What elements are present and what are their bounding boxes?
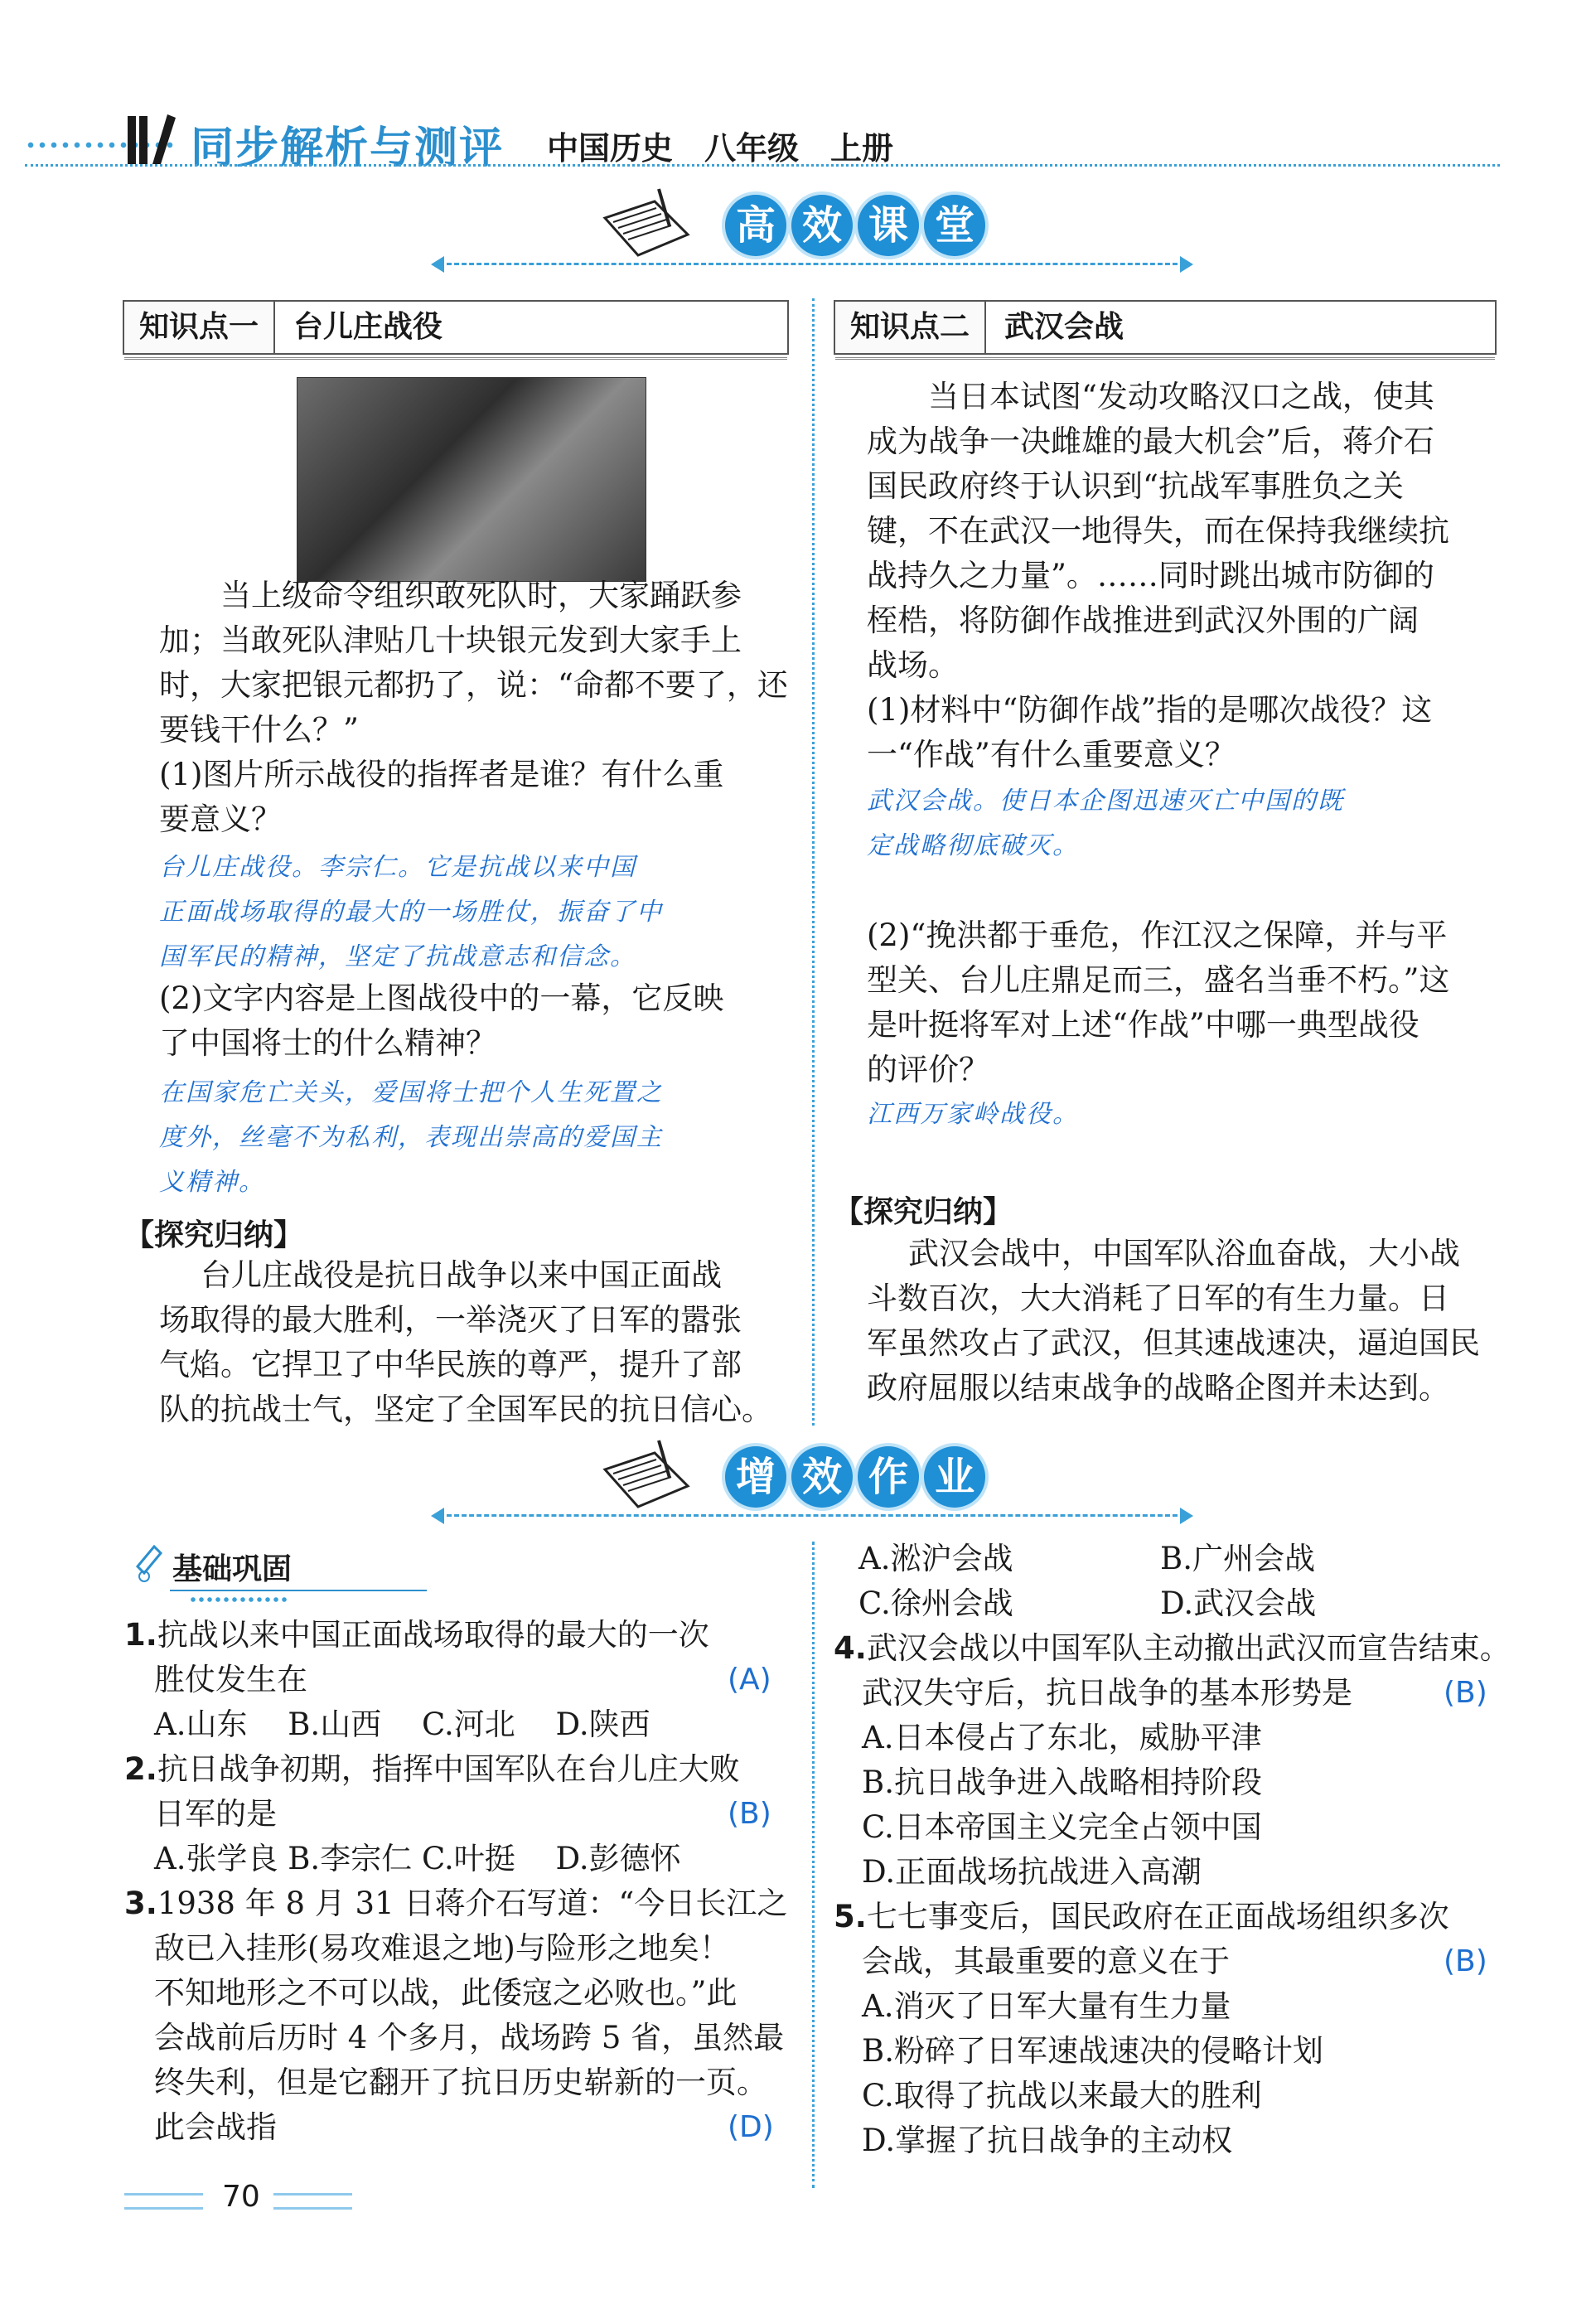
page-number: 70	[222, 2180, 260, 2214]
option-a: A.消灭了日军大量有生力量	[862, 1988, 1231, 2024]
explore-title: 【探究归纳】	[124, 1218, 304, 1252]
answer-2: 在国家危亡关头，爱国将士把个人生死置之 度外，丝毫不为私利，表现出崇高的爱国主 义精神。	[159, 1078, 663, 1197]
page-number-ornament	[124, 2193, 203, 2210]
answer-2: 江西万家岭战役。	[867, 1100, 1079, 1129]
answer-choice: (B)	[1444, 1944, 1487, 1978]
banner-char: 课	[858, 195, 919, 256]
banner-dash	[439, 1514, 1185, 1517]
question-1-line2: 胜仗发生在	[154, 1662, 307, 1697]
answer-1: 台儿庄战役。李宗仁。它是抗战以来中国 正面战场取得的最大的一场胜仗，振奋了中 国军民的精神，坚定了抗战意志和信念。	[159, 853, 663, 971]
banner-char: 作	[858, 1446, 919, 1508]
answer-choice: (B)	[1444, 1676, 1487, 1710]
header-divider	[25, 164, 1500, 167]
question-5: 5.七七事变后，国民政府在正面战场组织多次	[834, 1899, 1449, 1934]
explore-summary: 台儿庄战役是抗日战争以来中国正面战 场取得的最大胜利，一举浇灭了日军的嚣张 气焰。它捍卫了中华民族的尊严，提升了部 队的抗战士气，坚定了全国军民的抗日信心。	[159, 1257, 772, 1427]
option-a: A.日本侵占了东北，威胁平津	[862, 1720, 1262, 1755]
question-2-options: A.张学良 B.李宗仁 C.叶挺 D.彭德怀	[154, 1841, 681, 1876]
banner-char: 业	[924, 1446, 985, 1508]
column-divider	[812, 298, 815, 1426]
question-1-options: A.山东 B.山西 C.河北 D.陕西	[154, 1707, 650, 1742]
option-b: B.抗日战争进入战略相持阶段	[862, 1765, 1262, 1800]
label-dots	[189, 1596, 288, 1603]
answer-choice: (B)	[728, 1797, 771, 1831]
material-text: 当上级命令组织敢死队时，大家踊跃参 加；当敢死队津贴几十块银元发到大家手上 时，大家把银元都扔了，说：“命都不要了，还 要钱干什么？” (1)图片所示战役的指挥者是谁？有什么重 要意义？	[159, 578, 788, 837]
explore-title: 【探究归纳】	[834, 1195, 1013, 1229]
banner-char: 增	[725, 1446, 786, 1508]
option-d: D.武汉会战	[1160, 1586, 1317, 1621]
explore-summary: 武汉会战中，中国军队浴血奋战，大小战 斗数百次，大大消耗了日军的有生力量。日 军虽然攻占了武汉，但其速战速决，逼迫国民 政府屈服以结束战争的战略企图并未达到。	[867, 1236, 1480, 1406]
book-logo-icon	[126, 109, 179, 167]
kp-topic: 台儿庄战役	[293, 310, 443, 344]
section-banner-homework	[0, 1430, 1596, 1546]
header-subtitle: 中国历史 八年级 上册	[547, 130, 894, 167]
question-5-line2: 会战，其最重要的意义在于	[862, 1944, 1230, 1979]
option-d: D.正面战场抗战进入高潮	[862, 1854, 1202, 1890]
option-d: D.掌握了抗日战争的主动权	[862, 2123, 1233, 2158]
banner-dash	[439, 263, 1185, 265]
banner-char: 效	[791, 1446, 853, 1508]
option-a: A.淞沪会战	[858, 1541, 1013, 1576]
notebook-pen-icon	[597, 185, 696, 259]
question-3: 3.1938 年 8 月 31 日蒋介石写道：“今日长江之	[124, 1886, 788, 1921]
section-label-basic: 基础巩固	[172, 1552, 293, 1586]
question-4: 4.武汉会战以中国军队主动撤出武汉而宣告结束。	[834, 1630, 1511, 1666]
option-c: C.取得了抗战以来最大的胜利	[862, 2078, 1262, 2113]
kp-label: 知识点一	[124, 302, 275, 353]
kp-topic: 武汉会战	[1004, 310, 1124, 344]
question-3-line: 不知地形之不可以战，此倭寇之必败也。”此	[154, 1975, 738, 2011]
question-3-line: 此会战指	[154, 2109, 277, 2145]
question-2: (2)文字内容是上图战役中的一幕，它反映 了中国将士的什么精神？	[159, 980, 724, 1061]
arrow-right-icon	[1180, 256, 1193, 273]
section-banner-efficient-class	[0, 178, 1596, 294]
question-1: 1.抗战以来中国正面战场取得的最大的一次	[124, 1617, 709, 1653]
answer-1: 武汉会战。使日本企图迅速灭亡中国的既 定战略彻底破灭。	[867, 787, 1344, 860]
question-2: (2)“挽洪都于垂危，作江汉之保障，并与平 型关、台儿庄鼎足而三，盛名当垂不朽。”这 是叶挺将军对上述“作战”中哪一典型战役 的评价？	[867, 917, 1450, 1087]
notebook-pen-icon	[597, 1436, 696, 1511]
banner-char: 堂	[924, 195, 985, 256]
question-2: 2.抗日战争初期，指挥中国军队在台儿庄大败	[124, 1751, 740, 1787]
banner-char: 高	[725, 195, 786, 256]
arrow-right-icon	[1180, 1508, 1193, 1524]
answer-choice: (A)	[728, 1663, 771, 1697]
option-b: B.粉碎了日军速战速决的侵略计划	[862, 2033, 1323, 2069]
option-c: C.日本帝国主义完全占领中国	[862, 1809, 1262, 1845]
battle-photo	[297, 377, 646, 582]
material-text: 当日本试图“发动攻略汉口之战，使其 成为战争一决雌雄的最大机会”后，蒋介石 国民政府终于认识到“抗战军事胜负之关 键，不在武汉一地得失，而在保持我继续抗 战持久之力量”。……同时跳出城市防御的 桎梏，将防御作战推进到武汉外围的广阔 战场。 (1)材料中“防御作战”指的是哪次战役？这 一“作战”有什么重要意义？	[867, 379, 1449, 772]
question-3-line: 终失利，但是它翻开了抗日历史崭新的一页。	[154, 2065, 767, 2100]
question-4-line2: 武汉失守后，抗日战争的基本形势是	[862, 1675, 1352, 1711]
option-c: C.徐州会战	[858, 1586, 1013, 1621]
label-underline	[170, 1590, 427, 1591]
option-b: B.广州会战	[1160, 1541, 1315, 1576]
pencil-check-icon	[133, 1542, 172, 1583]
question-3-line: 敌已入挂形(易攻难退之地)与险形之地矣！	[154, 1930, 730, 1966]
column-divider	[812, 1542, 815, 2188]
question-2-line2: 日军的是	[154, 1796, 277, 1832]
answer-choice: (D)	[728, 2110, 774, 2144]
question-3-line: 会战前后历时 4 个多月，战场跨 5 省，虽然最	[154, 2020, 785, 2055]
banner-char: 效	[791, 195, 853, 256]
header-title: 同步解析与测评	[191, 123, 505, 173]
knowledge-point-one-header	[123, 300, 789, 355]
knowledge-point-two-header	[834, 300, 1497, 355]
kp-label: 知识点二	[835, 302, 986, 353]
page-number-ornament	[273, 2193, 352, 2210]
